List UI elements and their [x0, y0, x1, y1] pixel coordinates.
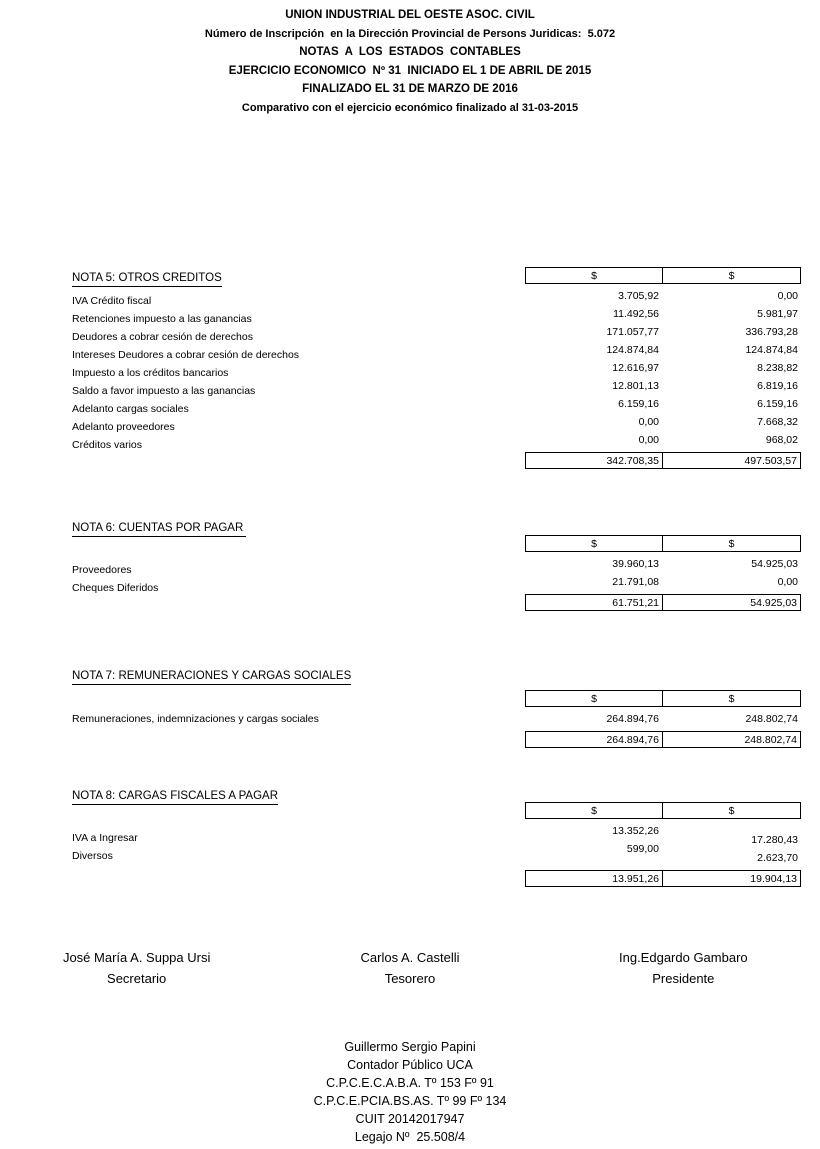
note-row-labels — [72, 710, 319, 728]
table-row — [525, 395, 801, 413]
accountant-registration-2: C.P.C.E.PCIA.BS.AS. Tº 99 Fº 134 — [313, 1094, 507, 1108]
table-row — [525, 359, 801, 377]
table-row — [525, 305, 801, 323]
fiscal-year-end: FINALIZADO EL 31 DE MARZO DE 2016 — [302, 83, 518, 95]
amount-cell-previous: 2.623,70 — [757, 852, 798, 864]
note-row-label: Retenciones impuesto a las ganancias — [72, 313, 252, 325]
fiscal-year-start: EJERCICIO ECONOMICO Nº 31 INICIADO EL 1 DE ABRIL DE 2015 — [228, 64, 592, 77]
currency-header-right: $ — [728, 692, 735, 705]
amount-cell-current: 39.960,13 — [612, 558, 659, 570]
amount-cell-current: 6.159,16 — [618, 398, 659, 410]
amount-cell-previous: 248.802,74 — [745, 713, 798, 725]
note-title: NOTA 5: OTROS CREDITOS — [72, 272, 222, 287]
amount-cell-current: 12.801,13 — [612, 380, 659, 392]
total-cell-previous: 54.925,03 — [750, 596, 797, 609]
table-value-rows — [525, 822, 801, 864]
table-row — [525, 323, 801, 341]
amount-cell-previous: 7.668,32 — [757, 416, 798, 428]
note-row-label: Intereses Deudores a cobrar cesión de derechos — [72, 349, 300, 361]
amount-cell-current: 124.874,84 — [606, 344, 659, 356]
accountant-title: Contador Público UCA — [347, 1058, 473, 1072]
amount-cell-current: 264.894,76 — [606, 713, 659, 725]
table-row — [525, 341, 801, 359]
amount-cell-current: 13.352,26 — [612, 825, 659, 837]
table-header-row — [525, 802, 801, 819]
organization-name: UNION INDUSTRIAL DEL OESTE ASOC. CIVIL — [285, 9, 535, 21]
note-row-label: Créditos varios — [72, 439, 143, 451]
table-row — [525, 573, 801, 591]
amount-cell-current: 0,00 — [638, 416, 659, 428]
table-row — [525, 413, 801, 431]
document-title: NOTAS A LOS ESTADOS CONTABLES — [299, 46, 521, 58]
note-row-labels — [72, 292, 299, 454]
amount-cell-current: 11.492,56 — [613, 308, 659, 320]
note-row-label: Cheques Diferidos — [72, 582, 159, 594]
signature-name: Ing.Edgardo Gambaro — [619, 950, 748, 965]
currency-header-left: $ — [526, 536, 663, 551]
document-header — [0, 0, 820, 117]
comparative-period: Comparativo con el ejercicio económico finalizado al 31-03-2015 — [241, 101, 579, 114]
table-row — [525, 431, 801, 449]
amount-cell-previous: 17.280,43 — [751, 834, 798, 846]
signature-president — [547, 947, 820, 989]
table-total-row — [525, 594, 801, 611]
currency-header-left: $ — [526, 803, 663, 818]
amount-cell-current: 599,00 — [626, 843, 659, 855]
signature-secretary — [0, 947, 273, 989]
note-row-label: Adelanto cargas sociales — [72, 403, 189, 415]
amount-cell-current: 12.616,97 — [612, 362, 659, 374]
note-row-label: Proveedores — [72, 564, 132, 576]
signature-role: Secretario — [107, 971, 167, 986]
table-row — [525, 822, 801, 846]
currency-header-left: $ — [526, 691, 663, 706]
signature-block — [0, 947, 820, 989]
accountant-name: Guillermo Sergio Papini — [344, 1040, 476, 1054]
total-cell-previous: 248.802,74 — [744, 733, 797, 746]
note-row-label: Saldo a favor impuesto a las ganancias — [72, 385, 256, 397]
note-amount-table — [525, 802, 801, 887]
signature-role: Tesorero — [384, 971, 436, 986]
amount-cell-current: 171.057,77 — [606, 326, 659, 338]
table-total-row — [525, 870, 801, 887]
table-row — [525, 555, 801, 573]
accountant-registration-1: C.P.C.E.C.A.B.A. Tº 153 Fº 91 — [326, 1076, 494, 1090]
note-row-labels — [72, 829, 138, 865]
currency-header-right: $ — [728, 537, 735, 550]
total-cell-current: 13.951,26 — [526, 871, 663, 886]
table-value-rows — [525, 555, 801, 591]
note-amount-table — [525, 535, 801, 611]
signature-treasurer — [273, 947, 546, 989]
currency-header-left: $ — [526, 268, 663, 283]
signature-name: Carlos A. Castelli — [360, 950, 460, 965]
signature-name: José María A. Suppa Ursi — [62, 950, 211, 965]
note-row-labels — [72, 561, 158, 597]
note-title: NOTA 6: CUENTAS POR PAGAR — [72, 522, 246, 537]
amount-cell-previous: 5.981,97 — [757, 308, 798, 320]
amount-cell-previous: 8.238,82 — [757, 362, 798, 374]
table-row — [525, 287, 801, 305]
amount-cell-current: 0,00 — [638, 434, 659, 446]
note-row-label: IVA a Ingresar — [72, 832, 138, 844]
note-row-label: Adelanto proveedores — [72, 421, 175, 433]
table-total-row — [525, 452, 801, 469]
note-row-label: Remuneraciones, indemnizaciones y cargas sociales — [72, 713, 319, 725]
accountant-legajo: Legajo Nº 25.508/4 — [354, 1130, 466, 1144]
amount-cell-previous: 968,02 — [765, 434, 798, 446]
note-row-label: Diversos — [72, 850, 113, 862]
table-value-rows — [525, 287, 801, 449]
amount-cell-previous: 54.925,03 — [751, 558, 798, 570]
accountant-block — [0, 1038, 820, 1146]
currency-header-right: $ — [728, 804, 735, 817]
total-cell-current: 264.894,76 — [526, 732, 663, 747]
total-cell-current: 61.751,21 — [526, 595, 663, 610]
amount-cell-previous: 0,00 — [777, 576, 798, 588]
total-cell-previous: 19.904,13 — [750, 872, 797, 885]
table-row — [525, 710, 801, 728]
amount-cell-current: 21.791,08 — [612, 576, 659, 588]
note-title: NOTA 7: REMUNERACIONES Y CARGAS SOCIALES — [72, 670, 351, 685]
table-value-rows — [525, 710, 801, 728]
amount-cell-previous: 0,00 — [777, 290, 798, 302]
note-row-label: IVA Crédito fiscal — [72, 295, 152, 307]
amount-cell-previous: 6.159,16 — [757, 398, 798, 410]
currency-header-right: $ — [728, 269, 735, 282]
amount-cell-current: 3.705,92 — [618, 290, 659, 302]
table-header-row — [525, 535, 801, 552]
amount-cell-previous: 6.819,16 — [757, 380, 798, 392]
total-cell-current: 342.708,35 — [526, 453, 663, 468]
total-cell-previous: 497.503,57 — [744, 454, 797, 467]
note-amount-table — [525, 690, 801, 748]
accountant-cuit: CUIT 20142017947 — [355, 1112, 465, 1126]
amount-cell-previous: 124.874,84 — [745, 344, 798, 356]
note-row-label: Deudores a cobrar cesión de derechos — [72, 331, 253, 343]
note-amount-table — [525, 267, 801, 469]
amount-cell-previous: 336.793,28 — [745, 326, 798, 338]
note-row-label: Impuesto a los créditos bancarios — [72, 367, 229, 379]
table-header-row — [525, 690, 801, 707]
table-header-row — [525, 267, 801, 284]
table-total-row — [525, 731, 801, 748]
table-row — [525, 377, 801, 395]
signature-role: Presidente — [652, 971, 715, 986]
registration-number: Número de Inscripción en la Dirección Provincial de Persons Juridicas: 5.072 — [204, 27, 616, 40]
note-title: NOTA 8: CARGAS FISCALES A PAGAR — [72, 790, 278, 805]
